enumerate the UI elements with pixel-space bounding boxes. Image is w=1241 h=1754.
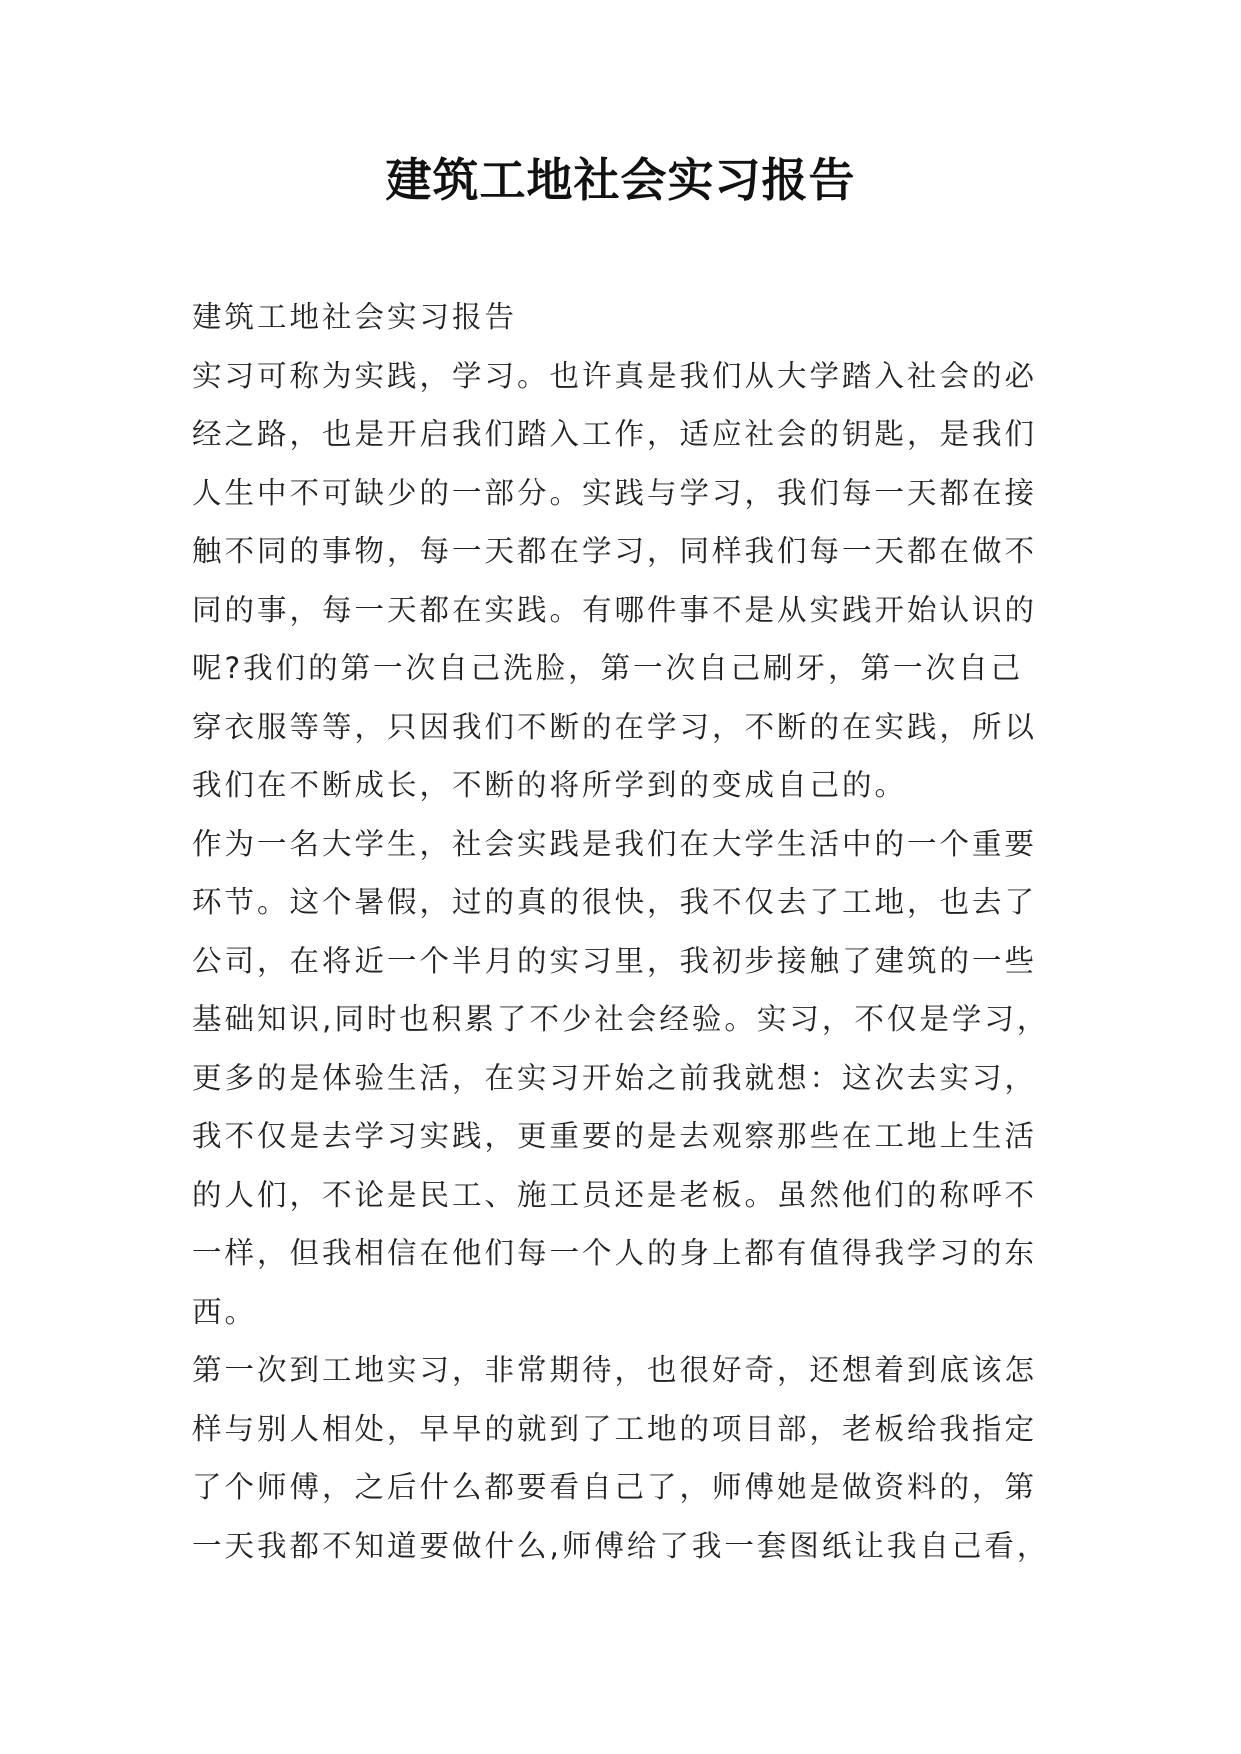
text-line: 环节。这个暑假，过的真的很快，我不仅去了工地，也去了 [192, 885, 1038, 919]
text-line: 的人们，不论是民工、施工员还是老板。虽然他们的称呼不 [192, 1177, 1038, 1212]
text-line: 建筑工地社会实习报告 [192, 300, 518, 334]
document-title: 建筑工地社会实习报告 [385, 153, 856, 207]
text-line: 穿衣服等等，只因我们不断的在学习，不断的在实践，所以 [192, 709, 1038, 744]
text-line: 我们在不断成长，不断的将所学到的变成自己的。 [192, 768, 908, 802]
text-line: 呢?我们的第一次自己洗脸，第一次自己刷牙，第一次自己 [192, 651, 1024, 685]
text-line: 我不仅是去学习实践，更重要的是去观察那些在工地上生活 [192, 1119, 1038, 1153]
text-line: 更多的是体验生活，在实习开始之前我就想：这次去实习， [192, 1060, 1038, 1095]
text-line: 样与别人相处，早早的就到了工地的项目部，老板给我指定 [192, 1411, 1038, 1446]
document-body [192, 288, 1052, 1575]
text-line: 一样，但我相信在他们每一个人的身上都有值得我学习的东 [192, 1236, 1038, 1270]
text-line: 经之路，也是开启我们踏入工作，适应社会的钥匙，是我们 [192, 417, 1038, 451]
text-line: 作为一名大学生，社会实践是我们在大学生活中的一个重要 [192, 826, 1038, 861]
text-line: 了个师傅，之后什么都要看自己了，师傅她是做资料的，第 [192, 1470, 1038, 1504]
text-line: 人生中不可缺少的一部分。实践与学习，我们每一天都在接 [192, 475, 1038, 510]
text-line: 第一次到工地实习，非常期待，也很好奇，还想着到底该怎 [192, 1353, 1038, 1387]
text-line: 实习可称为实践，学习。也许真是我们从大学踏入社会的必 [192, 358, 1038, 393]
text-line: 同的事，每一天都在实践。有哪件事不是从实践开始认识的 [192, 592, 1038, 627]
text-line: 基础知识,同时也积累了不少社会经验。实习，不仅是学习， [192, 1002, 1050, 1036]
text-line: 西。 [192, 1294, 258, 1329]
text-line: 触不同的事物，每一天都在学习，同样我们每一天都在做不 [192, 534, 1038, 568]
text-line: 一天我都不知道要做什么,师傅给了我一套图纸让我自己看， [192, 1528, 1050, 1563]
text-line: 公司，在将近一个半月的实习里，我初步接触了建筑的一些 [192, 943, 1038, 978]
